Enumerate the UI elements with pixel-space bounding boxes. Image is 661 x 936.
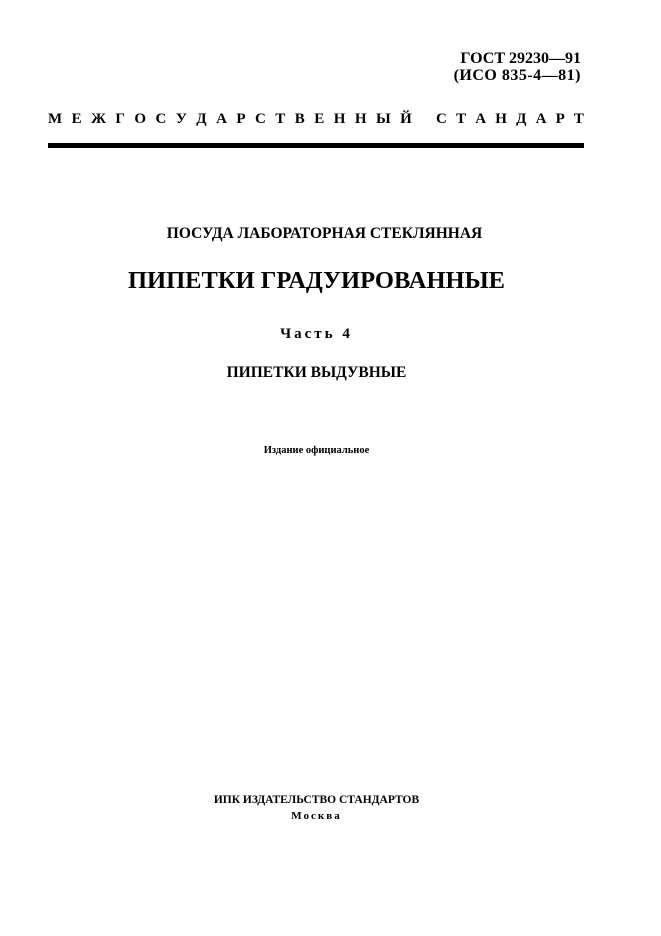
- heading-letter: Д: [516, 111, 527, 127]
- heading-letter: Т: [456, 111, 467, 127]
- heading-letter: Р: [236, 111, 246, 127]
- heading-letter: М: [48, 111, 63, 127]
- heading-letter: А: [475, 111, 487, 127]
- heading-letter: А: [535, 111, 547, 127]
- heading-letter: Р: [555, 111, 565, 127]
- interstate-word: [48, 110, 412, 128]
- heading-letter: А: [216, 111, 227, 127]
- heading-letter: Н: [495, 111, 507, 127]
- heading-letter: Ж: [91, 111, 106, 127]
- heading-letter: Н: [354, 111, 367, 127]
- heading-letter: Е: [71, 111, 82, 127]
- heading-letter: Ы: [375, 111, 391, 127]
- iso-number: (ИСО 835-4—81): [453, 67, 581, 84]
- heading-letter: Й: [400, 111, 412, 127]
- heading-letter: С: [436, 111, 447, 127]
- heading-letter: Н: [333, 111, 346, 127]
- heading-letter: Г: [115, 111, 125, 127]
- heading-letter: С: [155, 111, 167, 127]
- heading-letter: Т: [573, 111, 584, 127]
- part-title: ПИПЕТКИ ВЫДУВНЫЕ: [226, 364, 407, 381]
- heading-letter: В: [294, 111, 305, 127]
- heading-letter: О: [134, 111, 147, 127]
- heading-letter: Е: [314, 111, 325, 127]
- part-label: Часть 4: [280, 326, 353, 342]
- document-designation: [454, 50, 581, 84]
- interstate-standard-heading: [48, 110, 584, 128]
- heading-letter: Д: [196, 111, 207, 127]
- standard-word: [436, 110, 584, 128]
- main-title: ПИПЕТКИ ГРАДУИРОВАННЫЕ: [128, 267, 505, 294]
- publication-city: Москва: [291, 810, 342, 822]
- gost-number: ГОСТ 29230—91: [460, 50, 581, 67]
- heading-divider: [48, 143, 584, 148]
- heading-letter: С: [254, 111, 266, 127]
- heading-letter: Т: [275, 111, 286, 127]
- subject-heading: ПОСУДА ЛАБОРАТОРНАЯ СТЕКЛЯННАЯ: [166, 225, 483, 242]
- publisher: ИПК ИЗДАТЕЛЬСТВО СТАНДАРТОВ: [213, 794, 420, 806]
- heading-letter: У: [175, 111, 187, 127]
- edition-note: Издание официальное: [263, 445, 370, 456]
